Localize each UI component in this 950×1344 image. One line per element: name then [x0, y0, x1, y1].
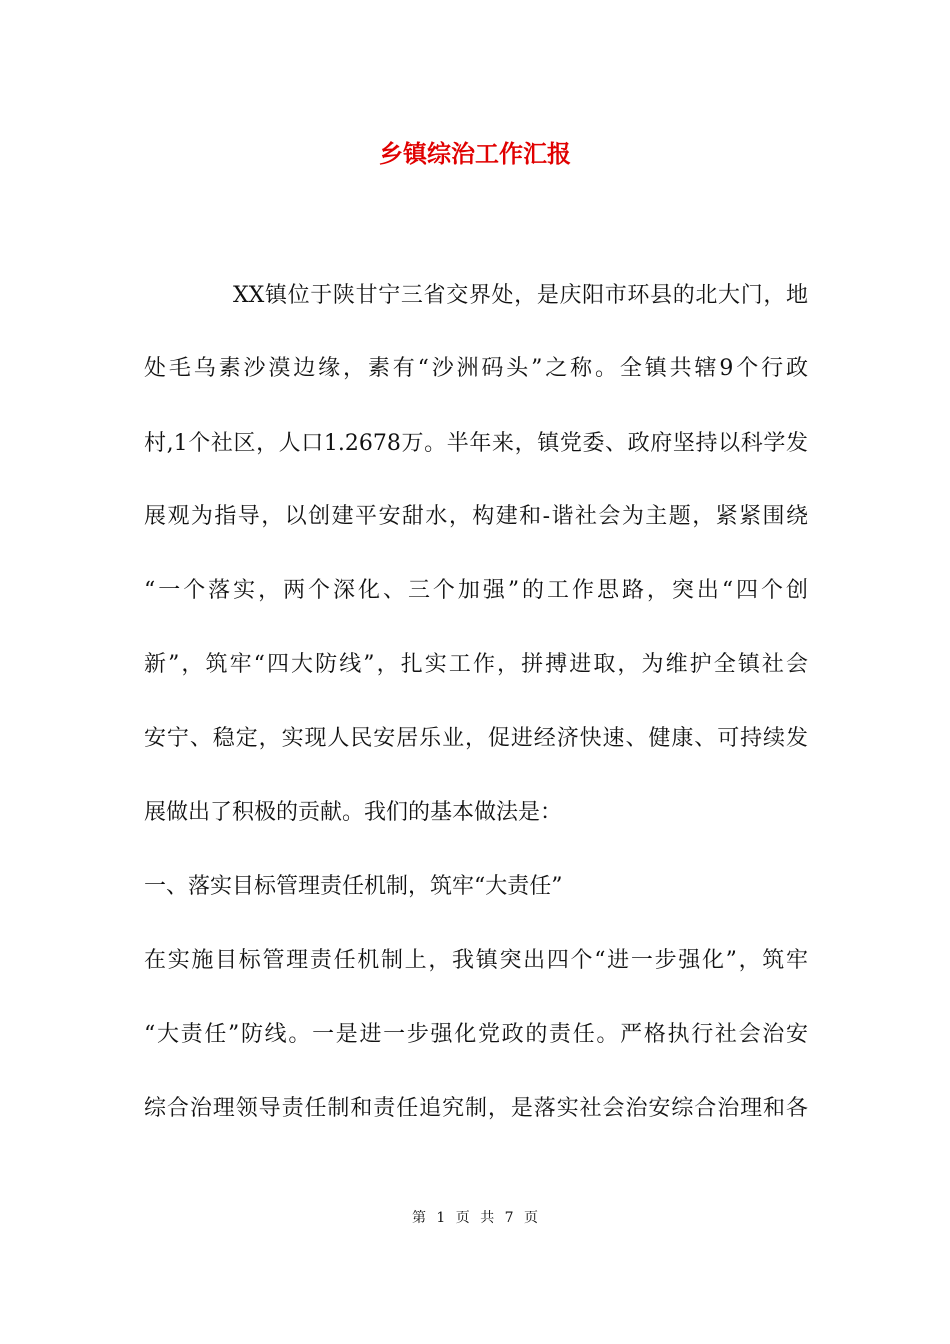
paragraph-line: 在实施目标管理责任机制上，我镇突出四个“进一步强化”，筑牢 [144, 948, 808, 973]
paragraph-line: 处毛乌素沙漠边缘，素有“沙洲码头”之称。全镇共辖9个行政 [144, 356, 808, 381]
paragraph-line: 新”，筑牢“四大防线”，扎实工作，拼搏进取，为维护全镇社会 [144, 652, 808, 677]
paragraph-line: “一个落实，两个深化、三个加强”的工作思路，突出“四个创 [144, 578, 808, 603]
paragraph-line: 村,1个社区，人口1.2678万。半年来，镇党委、政府坚持以科学发 [144, 431, 808, 456]
page-footer: 第 1 页 共 7 页 [411, 1210, 539, 1226]
paragraph-line: “大责任”防线。一是进一步强化党政的责任。严格执行社会治安 [144, 1022, 808, 1047]
section-heading: 一、落实目标管理责任机制，筑牢“大责任” [144, 874, 563, 899]
paragraph-line: 展做出了积极的贡献。我们的基本做法是： [144, 800, 563, 825]
paragraph-line: 安宁、稳定，实现人民安居乐业，促进经济快速、健康、可持续发 [144, 726, 808, 751]
document-title: 乡镇综治工作汇报 [379, 139, 571, 168]
paragraph-line: 展观为指导，以创建平安甜水，构建和-谐社会为主题，紧紧围绕 [144, 504, 808, 529]
paragraph-line: 综合治理领导责任制和责任追究制，是落实社会治安综合治理和各 [144, 1096, 808, 1121]
paragraph-line: XX镇位于陕甘宁三省交界处，是庆阳市环县的北大门，地 [233, 283, 808, 308]
